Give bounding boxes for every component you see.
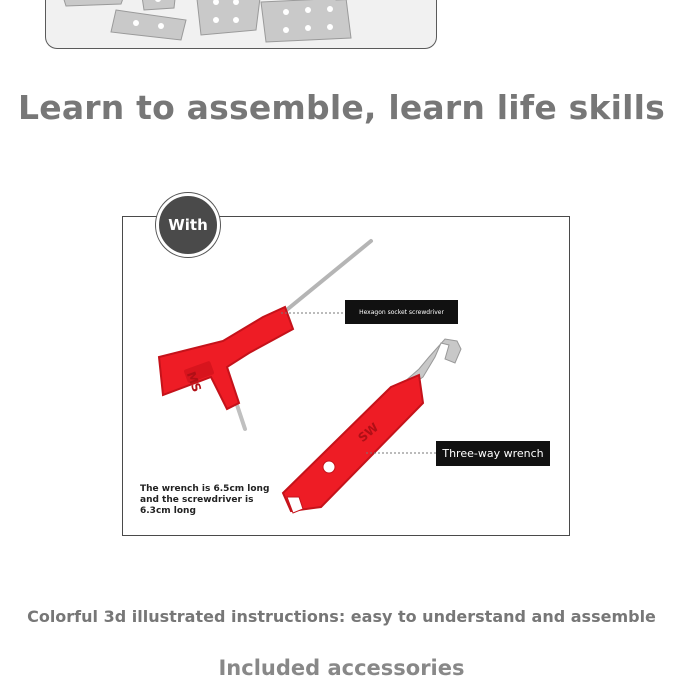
metal-plates-illustration bbox=[46, 0, 436, 48]
with-badge bbox=[156, 193, 220, 257]
section-title: Included accessories bbox=[218, 656, 465, 680]
three-way-wrench bbox=[283, 339, 461, 513]
with-badge-text: With bbox=[168, 216, 208, 234]
screwdriver-callout: Hexagon socket screwdriver bbox=[345, 300, 458, 324]
screwdriver-mark: MS bbox=[183, 369, 205, 394]
wrench-callout: Three-way wrench bbox=[436, 441, 550, 466]
parts-photo bbox=[45, 0, 437, 49]
page-headline: Learn to assemble, learn life skills bbox=[18, 88, 665, 127]
size-note: The wrench is 6.5cm long and the screwdriver is 6.3cm long bbox=[140, 484, 270, 516]
instructions-caption: Colorful 3d illustrated instructions: easy to understand and assemble bbox=[27, 607, 656, 626]
wrench-mark: SW bbox=[355, 420, 382, 445]
hex-screwdriver bbox=[159, 241, 371, 429]
